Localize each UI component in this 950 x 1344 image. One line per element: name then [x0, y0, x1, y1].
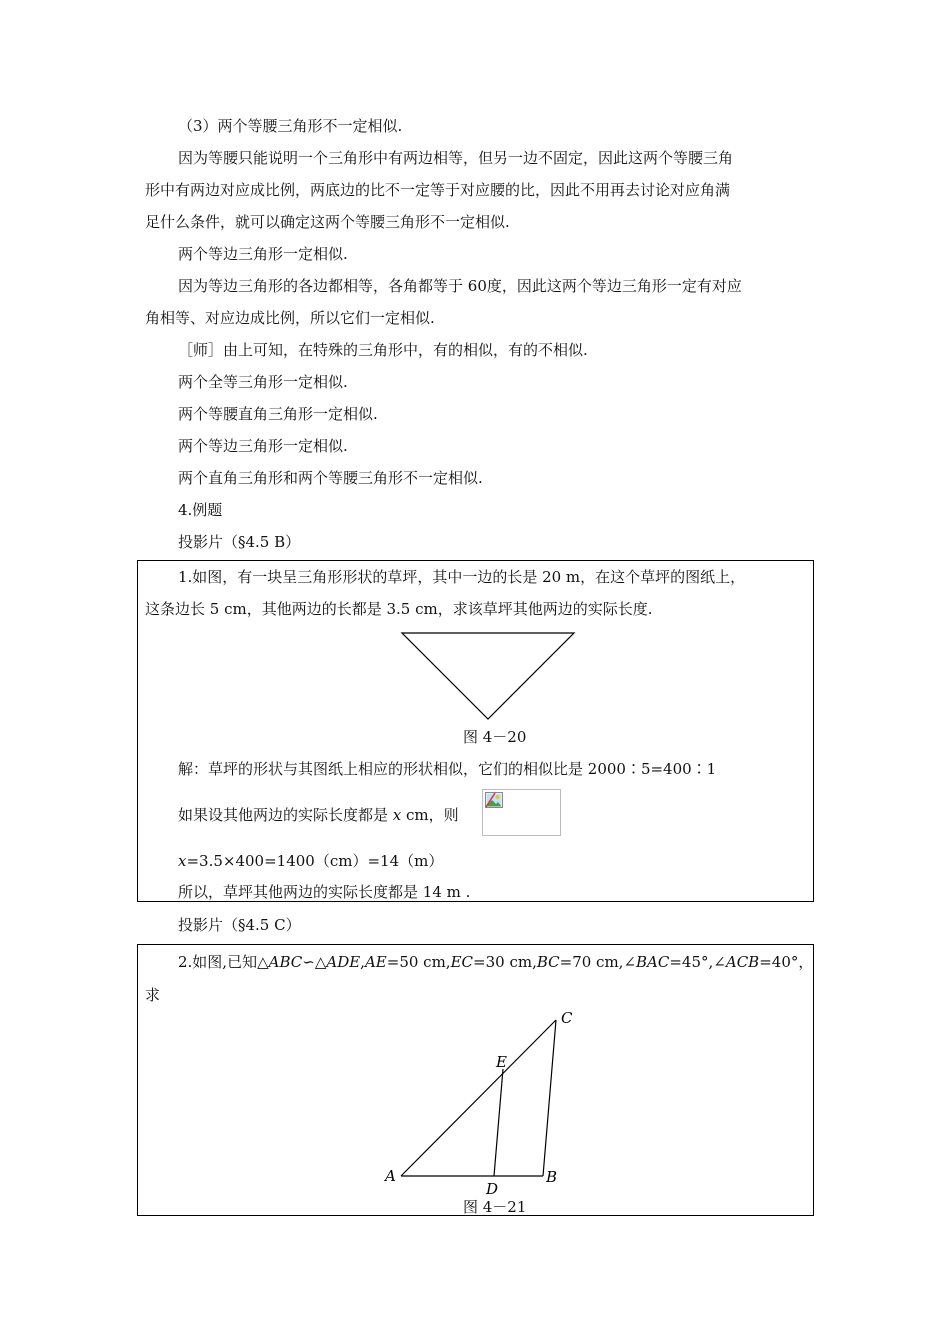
section-heading-examples: 4.例题: [178, 501, 223, 519]
q2-text: ∽△: [302, 953, 327, 971]
q2-text: =45°,∠: [669, 953, 726, 971]
point-label-d: D: [486, 1180, 499, 1195]
segment-bc: [543, 1020, 556, 1176]
lawn-triangle: [402, 633, 574, 719]
q2-ec: EC: [450, 953, 474, 971]
paragraph-equilateral-claim: 两个等边三角形一定相似.: [178, 245, 348, 263]
paragraph-isosceles-reason-line2: 形中有两边对应成比例，两底边的比不一定等于对应腰的比，因此不用再去讨论对应角满: [145, 181, 731, 199]
paragraph-not-necessarily: 两个直角三角形和两个等腰三角形不一定相似.: [178, 469, 483, 487]
figure-4-20: [400, 631, 576, 723]
point-label-a: A: [385, 1167, 396, 1185]
q2-text: ,: [360, 953, 365, 971]
q2-text: =50 cm,: [386, 953, 451, 971]
solution-line3: [178, 851, 443, 871]
segment-ac: [401, 1020, 556, 1176]
example-1-question-line2: 这条边长 5 cm，其他两边的长都是 3.5 cm，求该草坪其他两边的实际长度.: [145, 600, 653, 618]
q2-text: =40°，: [759, 953, 814, 971]
example-2-box: [137, 944, 814, 1216]
q2-text: =30 cm,: [473, 953, 537, 971]
projection-label-c: 投影片（§4.5 C）: [178, 916, 301, 934]
paragraph-congruent: 两个全等三角形一定相似.: [178, 373, 348, 391]
variable-x: x: [178, 852, 187, 870]
q2-ae: AE: [364, 953, 387, 971]
example-1-box: [137, 560, 814, 902]
figure-4-21-caption: 图 4－21: [463, 1198, 527, 1216]
q2-abc: ABC: [268, 953, 303, 971]
variable-x: x: [392, 806, 402, 824]
point-label-e: E: [496, 1053, 507, 1071]
q2-acb: ACB: [725, 953, 760, 971]
paragraph-equilateral-reason-line2: 角相等、对应边成比例，所以它们一定相似.: [145, 309, 435, 327]
paragraph-teacher-summary: ［师］由上可知，在特殊的三角形中，有的相似，有的不相似.: [178, 341, 588, 359]
paragraph-equilateral-reason-line1: 因为等边三角形的各边都相等，各角都等于 60度，因此这两个等边三角形一定有对应: [178, 277, 742, 295]
solution-line1: 解：草坪的形状与其图纸上相应的形状相似，它们的相似比是 2000∶5=400∶1: [178, 760, 717, 778]
solution-line2-text-end: cm，则: [401, 806, 459, 824]
figure-4-20-caption: 图 4－20: [463, 728, 527, 746]
q2-text: =70 cm,∠: [559, 953, 637, 971]
paragraph-isosceles-right: 两个等腰直角三角形一定相似.: [178, 405, 378, 423]
solution-line2-text: 如果设其他两边的实际长度都是: [178, 806, 393, 824]
point-label-c: C: [561, 1009, 573, 1027]
q2-bac: BAC: [636, 953, 670, 971]
q2-bc: BC: [536, 953, 560, 971]
solution-line3-text: =3.5×400=1400（cm）=14（m）: [186, 852, 444, 870]
q2-text: 2.如图,已知△: [178, 953, 269, 971]
figure-4-21: [373, 1005, 583, 1195]
paragraph-isosceles-reason-line1: 因为等腰只能说明一个三角形中有两边相等，但另一边不固定，因此这两个等腰三角: [178, 149, 734, 167]
point-label-b: B: [546, 1168, 558, 1186]
projection-label-b: 投影片（§4.5 B）: [178, 533, 301, 551]
segment-de: [494, 1069, 503, 1176]
paragraph-equilateral: 两个等边三角形一定相似.: [178, 437, 348, 455]
example-2-question-line2: 求: [145, 986, 161, 1004]
q2-ade: ADE: [326, 953, 361, 971]
broken-image-icon: [485, 792, 503, 808]
paragraph-isosceles-claim: （3）两个等腰三角形不一定相似.: [178, 117, 403, 135]
solution-conclusion: 所以，草坪其他两边的实际长度都是 14 m .: [178, 883, 471, 901]
example-2-question-line1: [178, 952, 813, 972]
paragraph-isosceles-reason-line3: 足什么条件，就可以确定这两个等腰三角形不一定相似.: [145, 213, 510, 231]
example-1-question-line1: 1.如图，有一块呈三角形形状的草坪，其中一边的长是 20 m，在这个草坪的图纸上，: [178, 568, 746, 586]
solution-line2: [178, 805, 459, 825]
broken-image-placeholder: [482, 789, 561, 836]
